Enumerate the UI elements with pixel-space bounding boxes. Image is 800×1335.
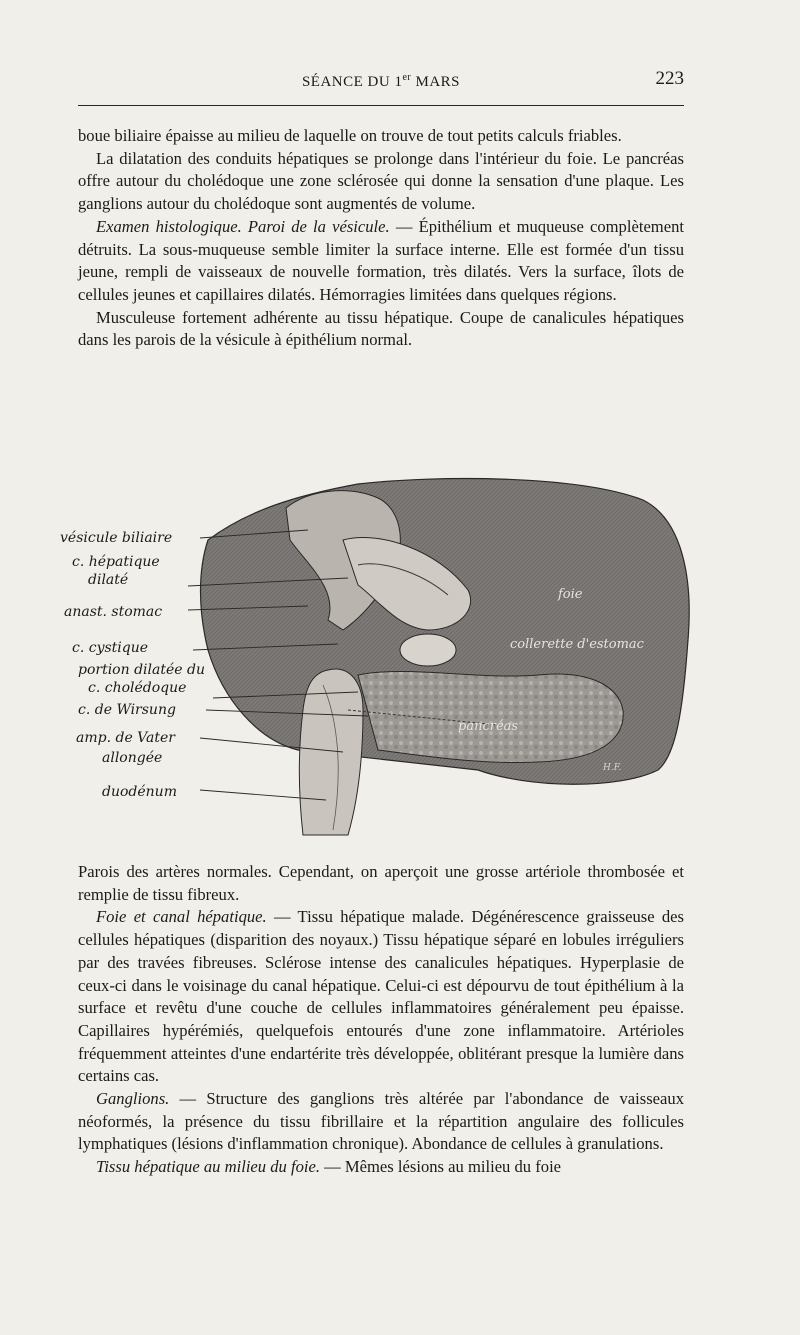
running-head: SÉANCE DU 1er MARS [301,72,461,90]
figure-signature: H.F. [603,763,622,773]
paragraph: Foie et canal hépatique. — Tissu hépatique malade. Dégénérescence graisseuse des cellules hépatiques (disparition des noyaux.) Tissu hépatique séparé en lobules irréguliers par des travées fibreuses. Sclérose intense des canalicules hépatiques. Hyperplasie de ceux-ci dans le voisinage du canal hépatique. Celui-ci est dépourvu de tout épithélium à la surface et revêtu d'une couche de cellules inflammatoires généralement peu épaisse. Capillaires hypérémiés, quelquefois entourés d'une zone inflammatoire. Artérioles fréquemment atteintes d'une endartérite très développée, oblitérant presque la lumière dans certains cas. [78,907,684,1086]
label-portion: portion dilatée du [78,662,205,678]
paragraph: La dilatation des conduits hépatiques se prolonge dans l'intérieur du foie. Le pancréas offre autour du cholédoque une zone sclérosée qui donne la sensation d'une plaque. Les ganglions autour du cholédoque sont augmentés de volume. [78,148,684,214]
label-wirsung: c. de Wirsung [78,702,176,718]
label-duodenum: duodénum [102,784,177,800]
anatomical-figure [58,470,698,840]
label-hepatique: c. hépatique [72,554,160,570]
paragraph: boue biliaire épaisse au milieu de laquelle on trouve de tout petits calculs friables. [78,126,622,145]
text-block-top [78,125,684,352]
paragraph: Parois des artères normales. Cependant, on aperçoit une grosse artériole thrombosée et remplie de tissu fibreux. [78,862,684,904]
label-choledoque: c. cholédoque [88,680,187,696]
paragraph: Tissu hépatique au milieu du foie. — Mêmes lésions au milieu du foie [96,1157,562,1177]
pancreas-shape [358,671,623,762]
label-foie: foie [558,587,583,602]
paragraph: Ganglions. — Structure des ganglions très altérée par l'abondance de vaisseaux néoformés, la présence du tissu fibrillaire et la répartition angulaire des follicules lymphatiques (lésions d'inflammation chronique). Abondance de cellules à granulations. [78,1089,684,1154]
label-pancreas: pancréas [458,719,519,734]
page-number: 223 [655,68,684,89]
label-hepatique-dilate: dilaté [88,572,129,588]
paragraph: Examen histologique. Paroi de la vésicule. — Épithélium et muqueuse complètement détruits. La sous-muqueuse semble limiter la surface interne. Elle est formée d'un tissu jeune, rempli de vaisseaux de nouvelle formation, très dilatés. Vers la surface, îlots de cellules jeunes et capillaires dilatés. Hémorragies limitées dans quelques régions. [78,216,684,304]
label-ampoule: amp. de Vater [76,730,175,746]
text-block-bottom [78,861,684,1179]
header-rule [78,105,684,106]
label-ampoule-allongee: allongée [102,750,163,766]
label-collerette: collerette d'estomac [510,637,644,652]
page-header [78,66,684,96]
figure-illustration [58,470,698,840]
label-vesicule: vésicule biliaire [60,530,173,546]
label-cystique: c. cystique [72,640,149,656]
paragraph: Musculeuse fortement adhérente au tissu hépatique. Coupe de canalicules hépatiques dans les parois de la vésicule à épithélium normal. [78,307,684,350]
label-anast: anast. stomac [64,604,163,620]
